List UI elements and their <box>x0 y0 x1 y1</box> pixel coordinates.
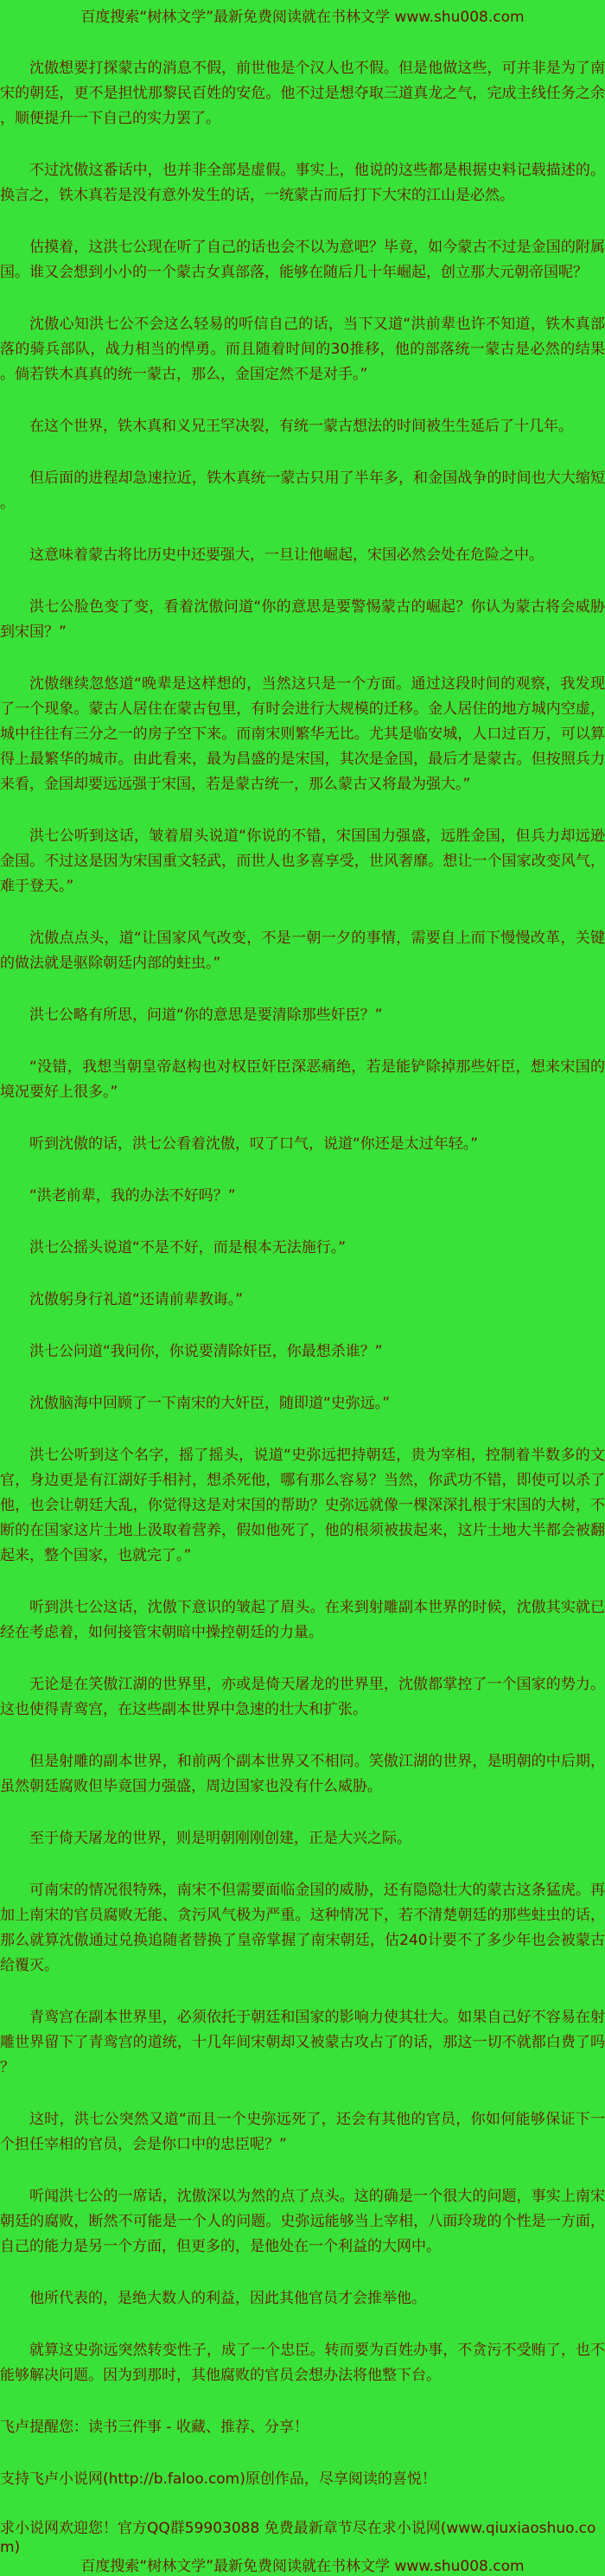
novel-paragraph: 沈傲继续忽悠道“晚辈是这样想的，当然这只是一个方面。通过这段时间的观察，我发现了一个现象。蒙古人居住在蒙古包里，有时会进行大规模的迁移。金人居住的地方城内空虚，城中往往有三分之一的房子空下来。而南宋则繁华无比。尤其是临安城，人口过百万，可以算得上最繁华的城市。由此看来，最为昌盛的是宋国，其次是金国，最后才是蒙古。但按照兵力来看，金国却要远远强于宋国，若是蒙古统一，那么蒙古又将最为强大。” <box>0 675 605 793</box>
novel-paragraph: 洪七公问道“我问你，你说要清除奸臣，你最想杀谁？” <box>29 1343 383 1360</box>
novel-paragraph: 洪七公脸色变了变，看着沈傲问道“你的意思是要警惕蒙古的崛起？你认为蒙古将会威胁到宋国？” <box>0 598 605 641</box>
novel-paragraph: 沈傲脑海中回顾了一下南宋的大奸臣，随即道“史弥远。” <box>29 1395 391 1412</box>
novel-paragraph: 洪七公听到这个名字，摇了摇头，说道“史弥远把持朝廷，贵为宰相，控制着半数多的文官，身边更是有江湖好手相衬，想杀死他，哪有那么容易？当然，你武功不错，即使可以杀了他，也会让朝廷大乱，你觉得这是对宋国的帮助？史弥远就像一棵深深扎根于宋国的大树，不断的在国家这片土地上汲取着营养，假如他死了，他的根须被拔起来，这片土地大半都会被翻起来，整个国家，也就完了。” <box>0 1447 605 1564</box>
novel-paragraph: “洪老前辈，我的办法不好吗？” <box>29 1187 236 1205</box>
novel-paragraph: 洪七公听到这话，皱着眉头说道“你说的不错，宋国国力强盛，远胜金国，但兵力却远逊金国。不过这是因为宋国重文轻武，而世人也多喜享受，世风奢靡。想让一个国家改变风气，难于登天。” <box>0 828 605 895</box>
novel-paragraph: 这意味着蒙古将比历史中还要强大，一旦让他崛起，宋国必然会处在危险之中。 <box>29 547 544 564</box>
footer-promos <box>0 2519 605 2576</box>
novel-paragraph: 听到洪七公这话，沈傲下意识的皱起了眉头。在来到射雕副本世界的时候，沈傲其实就已经在考虑着，如何接管宋朝暗中操控朝廷的力量。 <box>0 1599 605 1641</box>
novel-paragraph: 他所代表的，是绝大数人的利益，因此其他官员才会推举他。 <box>29 2290 426 2307</box>
novel-paragraph: 沈傲心知洪七公不会这么轻易的听信自己的话，当下又道“洪前辈也许不知道，铁木真部落的骑兵部队，战力相当的悍勇。而且随着时间的30推移，他的部落统一蒙古是必然的结果。倘若铁木真真的统一蒙古，那么，金国定然不是对手。” <box>0 316 605 383</box>
qq-group-promo-text: 求小说网欢迎您！官方QQ群59903088 免费最新章节尽在求小说网(www.qiuxiaoshuo.com) <box>0 2520 596 2556</box>
novel-paragraph: 沈傲点点头，道“让国家风气改变，不是一朝一夕的事情，需要自上而下慢慢改革，关键的做法就是驱除朝廷内部的蛀虫。” <box>0 930 605 972</box>
novel-paragraph: 估摸着，这洪七公现在听了自己的话也会不以为意吧？毕竟，如今蒙古不过是金国的附属国。谁又会想到小小的一个蒙古女真部落，能够在随后几十年崛起，创立那大元朝帝国呢？ <box>0 239 605 281</box>
novel-paragraph: 无论是在笑傲江湖的世界里，亦或是倚天屠龙的世界里，沈傲都掌控了一个国家的势力。这也使得青鸾宫，在这些副本世界中急速的壮大和扩张。 <box>0 1676 605 1718</box>
novel-paragraph: 但是射雕的副本世界，和前两个副本世界又不相同。笑傲江湖的世界，是明朝的中后期，虽然朝廷腐败但毕竟国力强盛，周边国家也没有什么威胁。 <box>0 1753 605 1795</box>
novel-paragraph: 至于倚天屠龙的世界，则是明朝刚刚创建，正是大兴之际。 <box>29 1830 411 1847</box>
novel-paragraph: 可南宋的情况很特殊，南宋不但需要面临金国的威胁，还有隐隐壮大的蒙古这条猛虎。再加上南宋的官员腐败无能、贪污风气极为严重。这种情况下，若不清楚朝廷的那些蛀虫的话，那么就算沈傲通过兑换追随者替换了皇帝掌握了南宋朝廷，估240计要不了多少年也会被蒙古给覆灭。 <box>0 1882 605 1974</box>
novel-paragraph: 听到沈傲的话，洪七公看着沈傲，叹了口气，说道“你还是太过年轻。” <box>29 1135 479 1153</box>
footer-promo-text: 百度搜索“树林文学”最新免费阅读就在书林文学 www.shu008.com <box>80 2558 525 2575</box>
novel-paragraph: 就算这史弥远突然转变性子，成了一个忠臣。转而要为百姓办事，不贪污不受贿了，也不能够解决问题。因为到那时，其他腐败的官员会想办法将他整下台。 <box>0 2342 605 2384</box>
novel-content <box>0 56 605 2388</box>
novel-paragraph: 青鸾宫在副本世界里，必须依托于朝廷和国家的影响力使其壮大。如果自己好不容易在射雕世界留下了青鸾宫的道统，十几年间宋朝却又被蒙古攻占了的话，那这一切不就都白费了吗？ <box>0 2009 605 2076</box>
novel-paragraph: 沈傲想要打探蒙古的消息不假，前世他是个汉人也不假。但是他做这些，可并非是为了南宋的朝廷，更不是担忧那黎民百姓的安危。他不过是想夺取三道真龙之气，完成主线任务之余，顺便提升一下自己的实力罢了。 <box>0 60 605 127</box>
header-promo-text: 百度搜索“树林文学”最新免费阅读就在书林文学 www.shu008.com <box>80 9 525 26</box>
novel-paragraph: 但后面的进程却急速拉近，铁木真统一蒙古只用了半年多，和金国战争的时间也大大缩短。 <box>0 470 605 512</box>
novel-paragraph: 这时，洪七公突然又道“而且一个史弥远死了，还会有其他的官员，你如何能够保证下一个担任宰相的官员，会是你口中的忠臣呢？” <box>0 2111 605 2153</box>
novel-paragraph: 不过沈傲这番话中，也并非全部是虚假。事实上，他说的这些都是根据史料记载描述的。换言之，铁木真若是没有意外发生的话，一统蒙古而后打下大宋的江山是必然。 <box>0 162 605 204</box>
novel-paragraph: 洪七公摇头说道“不是不好，而是根本无法施行。” <box>29 1239 347 1256</box>
novel-paragraph: 洪七公略有所思，问道“你的意思是要清除那些奸臣？” <box>29 1007 383 1024</box>
novel-paragraph: “没错，我想当朝皇帝赵构也对权臣奸臣深恶痛绝，若是能铲除掉那些奸臣，想来宋国的境况要好上很多。” <box>0 1058 605 1101</box>
faloo-reminder-text: 飞卢提醒您：读书三件事 - 收藏、推荐、分享！ <box>0 2419 309 2436</box>
novel-paragraph: 听闻洪七公的一席话，沈傲深以为然的点了点头。这的确是一个很大的问题，事实上南宋朝廷的腐败，断然不可能是一个人的问题。史弥远能够当上宰相，八面玲珑的个性是一方面，自己的能力是另一个方面，但更多的，是他处在一个利益的大网中。 <box>0 2188 605 2255</box>
novel-paragraph: 沈傲躬身行礼道“还请前辈教诲。” <box>29 1291 244 1308</box>
novel-paragraph: 在这个世界，铁木真和义兄王罕决裂，有统一蒙古想法的时间被生生延后了十几年。 <box>29 418 573 435</box>
faloo-support-text: 支持飞卢小说网(http://b.faloo.com)原创作品，尽享阅读的喜悦！ <box>0 2471 436 2488</box>
